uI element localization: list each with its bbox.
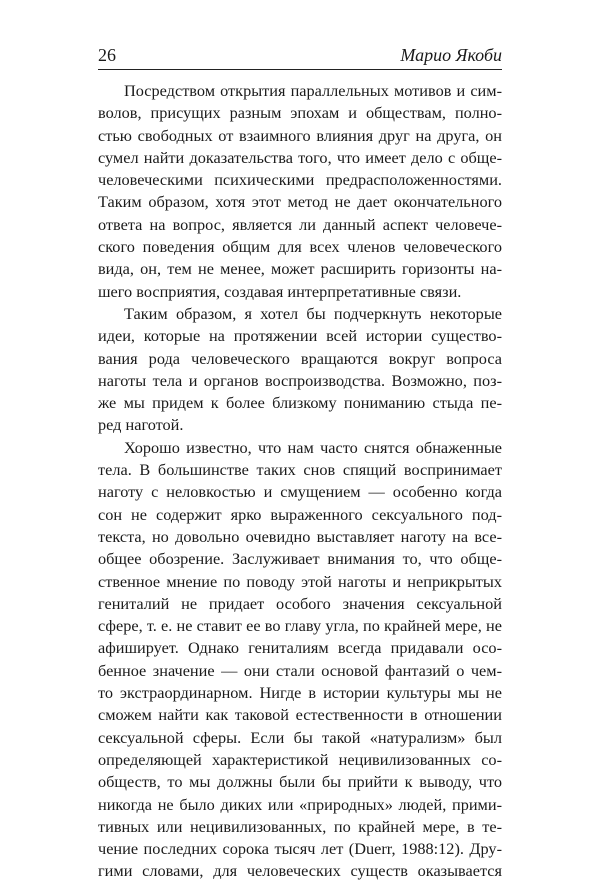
body-text [98,80,502,883]
text-line: сможем найти как таковой естественности в отношении [98,705,502,725]
text-line: чение последних сорока тысяч лет (Duerr, 1988:12). Дру- [98,839,502,859]
text-line: ред наготой. [98,415,184,435]
text-line: гими словами, для человеческих существ оказывается [98,861,502,881]
text-line: тивных или нецивилизованных, по крайней мере, в те- [98,816,502,836]
paragraph-1 [98,80,502,303]
text-line: текста, но довольно очевидно выставляет наготу на все- [98,526,502,546]
text-line: обществ, то мы должны были бы прийти к выводу, что [98,772,502,792]
text-line: Хорошо известно, что нам часто снятся обнаженные [124,437,502,457]
text-line: наготы тела и органов воспроизводства. Возможно, поз- [98,370,502,390]
paragraph-2 [98,303,502,437]
text-line: идеи, которые на протяжении всей истории существо- [98,326,502,346]
text-line: афиширует. Однако гениталиям всегда придавали осо- [98,638,502,658]
text-line: вания рода человеческого вращаются вокруг вопроса [98,348,502,368]
text-line: стью свободных от взаимного влияния друг на друга, он [98,125,502,145]
text-line: ского поведения общим для всех членов человеческого [98,237,502,257]
text-line: общее обозрение. Заслуживает внимания то, что обще- [98,549,502,569]
text-line: ственное мнение по поводу этой наготы и неприкрытых [98,571,502,591]
text-line: Таким образом, я хотел бы подчеркнуть некоторые [124,303,502,323]
page-header [98,38,502,70]
text-line: бенное значение — они стали основой фантазий о чем- [98,660,502,680]
page-number: 26 [98,45,116,65]
text-line: сексуальной сферы. Если бы такой «натурализм» был [98,727,502,747]
text-line: наготу с неловкостью и смущением — особенно когда [98,482,502,502]
text-line: человеческими психическими предрасположенностями. [98,170,502,190]
running-head-author: Марио Якоби [400,45,502,65]
text-line: то экстраординарном. Нигде в истории культуры мы не [98,683,502,703]
text-line: гениталий не придает особого значения сексуальной [98,593,502,613]
text-line: сумел найти доказательства того, что имеет дело с обще- [98,147,502,167]
text-line: Посредством открытия параллельных мотивов и сим- [124,81,502,100]
text-line: шего восприятия, создавая интерпретативные связи. [98,281,462,301]
text-line: сфере, т. е. не ставит ее во главу угла, по крайней мере, не [98,616,502,636]
paragraph-3 [98,437,502,883]
text-line: вида, он, тем не менее, может расширить горизонты на- [98,259,502,279]
text-line: же мы придем к более близкому пониманию стыда пе- [98,393,502,413]
text-line: тела. В большинстве таких снов спящий воспринимает [98,460,502,480]
text-line: ответа на вопрос, является ли данный аспект человече- [98,214,502,234]
text-line: определяющей характеристикой нецивилизованных со- [98,749,502,769]
text-line: волов, присущих разным эпохам и обществам, полно- [98,103,502,123]
text-line: никогда не было диких или «природных» людей, прими- [98,794,502,814]
text-line: Таким образом, хотя этот метод не дает окончательного [98,192,502,212]
text-line: сон не содержит ярко выраженного сексуального под- [98,504,502,524]
